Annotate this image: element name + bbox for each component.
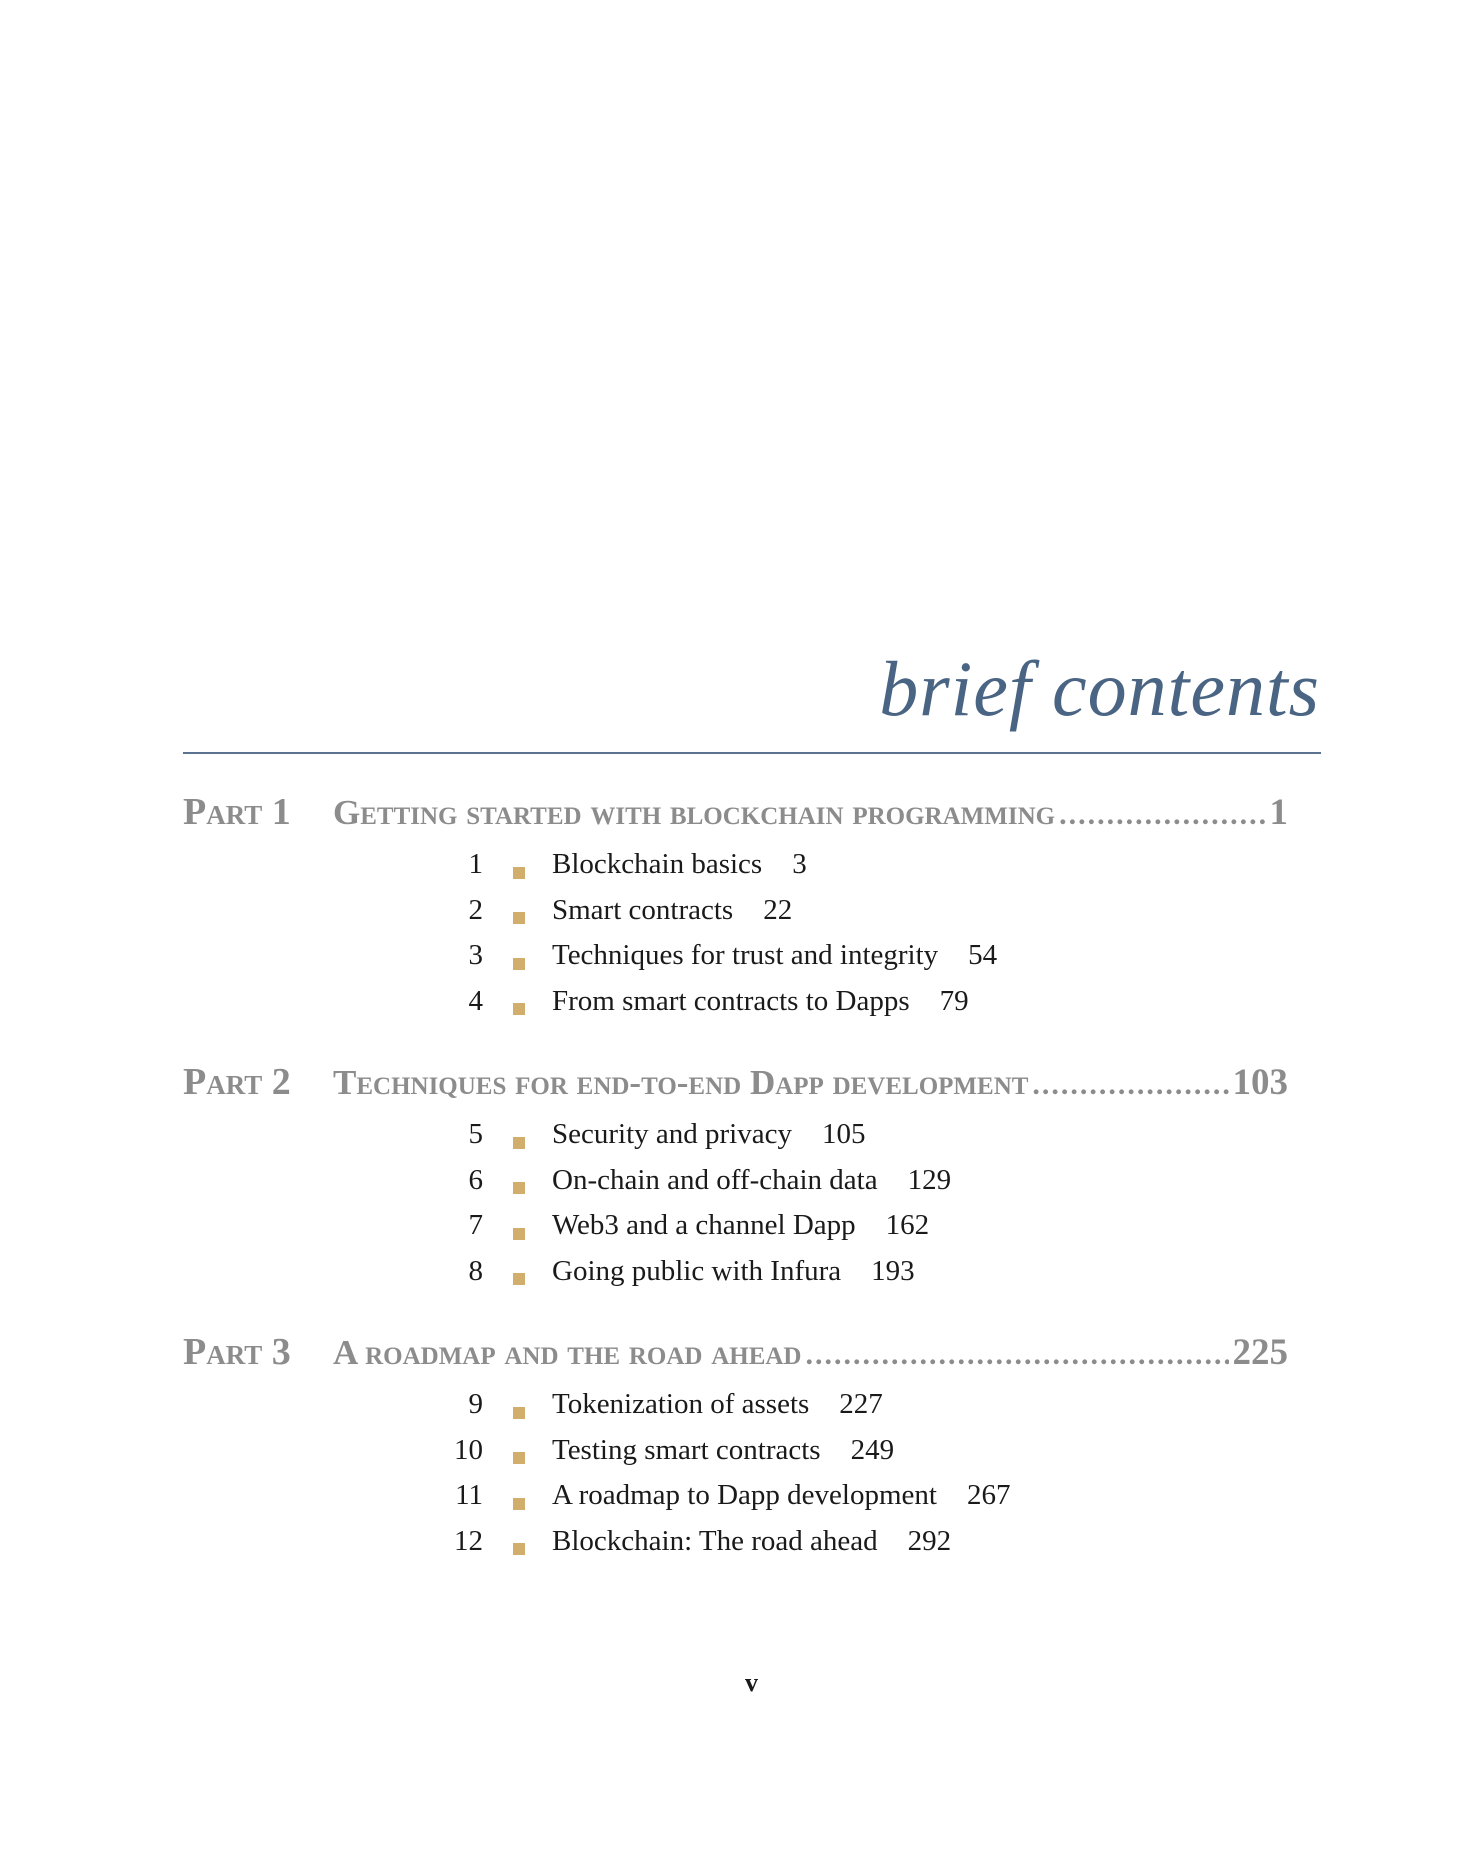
page-title: brief contents <box>879 645 1320 732</box>
chapter-number: 5 <box>468 1118 483 1150</box>
chapter-title: On-chain and off-chain data <box>552 1163 878 1196</box>
chapter-list <box>183 1118 1288 1300</box>
chapter-title: From smart contracts to Dapps <box>552 984 910 1017</box>
chapter-title: Smart contracts <box>552 893 734 926</box>
title-rule <box>183 752 1321 754</box>
chapter-page-number: 105 <box>821 1118 866 1150</box>
part-label: Part 1 <box>183 791 291 833</box>
chapter-page-number: 292 <box>907 1524 952 1557</box>
chapter-page-number: 193 <box>871 1254 915 1287</box>
chapter-title: Testing smart contracts <box>552 1433 821 1466</box>
chapter-entry <box>183 1164 1288 1210</box>
chapter-number: 4 <box>468 984 483 1017</box>
part-name: Techniques for end-to-end Dapp development <box>333 1063 1029 1102</box>
square-bullet-icon <box>513 912 525 924</box>
chapter-page-number: 3 <box>792 848 807 880</box>
chapter-title: Web3 and a channel Dapp <box>552 1209 856 1241</box>
chapter-title: Blockchain basics <box>552 848 763 880</box>
chapter-number: 12 <box>454 1524 483 1557</box>
part-heading <box>183 1060 1288 1104</box>
chapter-number: 9 <box>468 1388 483 1420</box>
chapter-number: 3 <box>468 939 483 971</box>
chapter-entry <box>183 1525 1288 1571</box>
chapter-page-number: 267 <box>966 1479 1011 1511</box>
chapter-number: 7 <box>468 1209 483 1241</box>
part-page-number: 103 <box>1232 1062 1288 1103</box>
chapter-entry <box>183 1255 1288 1301</box>
part-3 <box>183 1330 1288 1570</box>
chapter-title: Tokenization of assets <box>552 1388 810 1420</box>
page-folio: v <box>745 1668 758 1697</box>
square-bullet-icon <box>513 1182 525 1194</box>
part-2 <box>183 1060 1288 1300</box>
square-bullet-icon <box>513 1543 525 1555</box>
chapter-number: 6 <box>468 1163 483 1196</box>
chapter-entry <box>183 939 1288 985</box>
chapter-title: A roadmap to Dapp development <box>552 1479 937 1511</box>
chapter-title: Blockchain: The road ahead <box>552 1524 878 1557</box>
chapter-number: 10 <box>454 1433 483 1466</box>
chapter-title: Going public with Infura <box>552 1254 842 1287</box>
chapter-number: 2 <box>468 893 483 926</box>
chapter-page-number: 227 <box>839 1388 883 1420</box>
square-bullet-icon <box>513 1498 525 1510</box>
chapter-page-number: 249 <box>850 1433 895 1466</box>
chapter-page-number: 79 <box>939 984 969 1017</box>
part-heading <box>183 790 1288 834</box>
part-page-number: 1 <box>1269 792 1288 833</box>
square-bullet-icon <box>513 1273 525 1285</box>
chapter-entry <box>183 1479 1288 1525</box>
square-bullet-icon <box>513 958 525 970</box>
dot-leader <box>1032 1068 1228 1102</box>
square-bullet-icon <box>513 1137 525 1149</box>
dot-leader <box>805 1338 1228 1372</box>
square-bullet-icon <box>513 867 525 879</box>
chapter-entry <box>183 985 1288 1031</box>
chapter-page-number: 129 <box>907 1163 952 1196</box>
chapter-entry <box>183 1118 1288 1164</box>
chapter-title: Techniques for trust and integrity <box>552 939 939 971</box>
chapter-entry <box>183 894 1288 940</box>
square-bullet-icon <box>513 1003 525 1015</box>
chapter-title: Security and privacy <box>552 1118 792 1150</box>
chapter-list <box>183 1388 1288 1570</box>
square-bullet-icon <box>513 1407 525 1419</box>
square-bullet-icon <box>513 1228 525 1240</box>
part-page-number: 225 <box>1232 1332 1288 1373</box>
chapter-number: 1 <box>468 848 483 880</box>
part-name: Getting started with blockchain programming <box>333 793 1056 832</box>
part-1 <box>183 790 1288 1030</box>
part-label: Part 2 <box>183 1061 291 1103</box>
chapter-number: 8 <box>468 1254 483 1287</box>
square-bullet-icon <box>513 1452 525 1464</box>
chapter-page-number: 162 <box>885 1209 930 1241</box>
chapter-page-number: 22 <box>763 893 793 926</box>
chapter-number: 11 <box>455 1479 483 1511</box>
chapter-entry <box>183 848 1288 894</box>
part-heading <box>183 1330 1288 1374</box>
chapter-entry <box>183 1388 1288 1434</box>
chapter-page-number: 54 <box>968 939 998 971</box>
chapter-entry <box>183 1434 1288 1480</box>
chapter-entry <box>183 1209 1288 1255</box>
part-name: A roadmap and the road ahead <box>333 1333 802 1372</box>
dot-leader <box>1059 798 1265 832</box>
part-label: Part 3 <box>183 1331 291 1373</box>
chapter-list <box>183 848 1288 1030</box>
